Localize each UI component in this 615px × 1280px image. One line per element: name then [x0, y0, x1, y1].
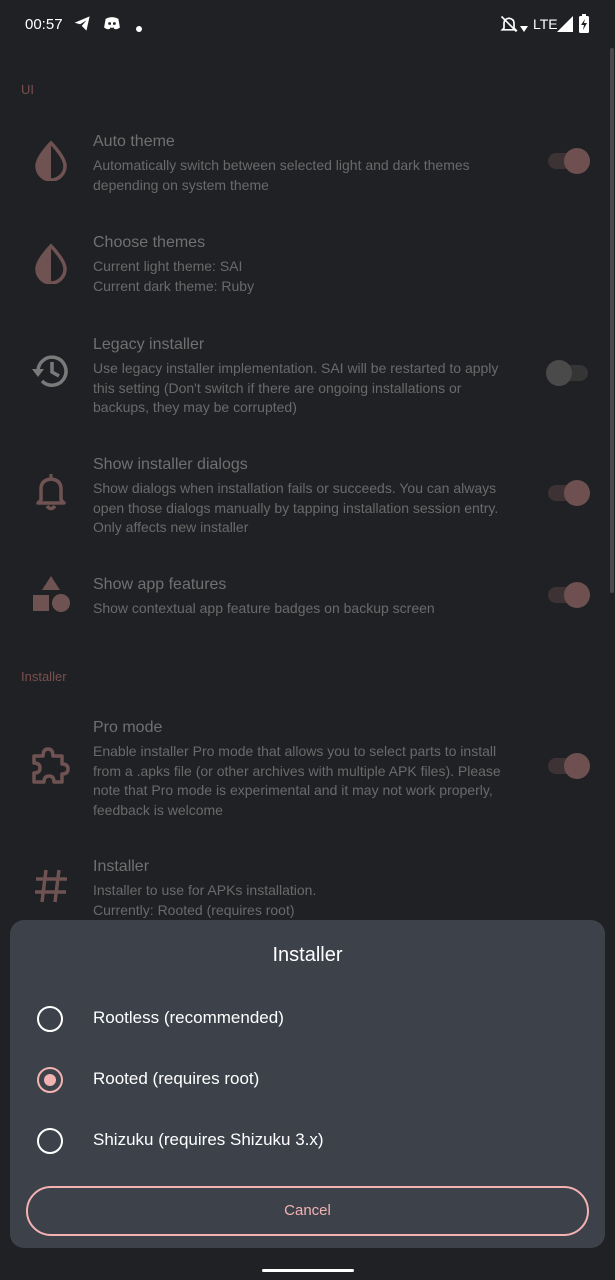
signal-dropdown-icon	[520, 20, 528, 38]
pref-show-installer-dialogs[interactable]	[0, 456, 615, 536]
summary-line: Current light theme: SAI	[93, 258, 243, 274]
option-rooted[interactable]	[10, 1052, 605, 1108]
contrast-drop-icon	[30, 139, 72, 181]
option-shizuku[interactable]	[10, 1113, 605, 1169]
summary-line: open those dialogs manually by tapping installation session entry.	[93, 499, 499, 516]
pref-choose-themes[interactable]	[0, 234, 615, 294]
battery-charging-icon	[578, 14, 590, 39]
navigation-handle[interactable]	[262, 1269, 354, 1272]
puzzle-icon	[30, 744, 72, 786]
bell-off-icon	[499, 14, 519, 39]
pref-summary	[93, 156, 523, 195]
pref-title: Show installer dialogs	[93, 456, 248, 473]
radio-button[interactable]	[37, 1128, 63, 1154]
pref-title: Auto theme	[93, 133, 175, 150]
radio-button-checked[interactable]	[37, 1067, 63, 1093]
status-bar	[0, 0, 615, 50]
pref-title: Legacy installer	[93, 336, 205, 353]
summary-line: Current dark theme: Ruby	[93, 277, 255, 294]
pref-summary	[93, 742, 523, 820]
summary-line: Only affects new installer	[93, 519, 249, 535]
summary-line: Automatically switch between selected light and dark themes	[93, 157, 470, 173]
hash-icon	[30, 864, 72, 906]
history-icon	[30, 350, 72, 392]
discord-icon	[102, 14, 122, 38]
option-label: Rooted (requires root)	[93, 1069, 260, 1088]
pref-title: Show app features	[93, 576, 227, 593]
section-header-installer: Installer	[21, 669, 67, 684]
summary-line: backups, they may be corrupted)	[93, 399, 297, 415]
pref-show-app-features[interactable]	[0, 576, 615, 626]
pref-title: Installer	[93, 858, 150, 875]
summary-line: this setting (Don't switch if there are ongoing installations or	[93, 379, 462, 396]
pref-title: Choose themes	[93, 234, 206, 251]
dialog-title: Installer	[272, 944, 343, 966]
pref-installer[interactable]	[0, 858, 615, 918]
option-label: Shizuku (requires Shizuku 3.x)	[93, 1130, 324, 1149]
auto-theme-switch[interactable]	[548, 146, 590, 174]
pref-summary	[93, 359, 523, 418]
dot-icon	[135, 20, 143, 38]
pref-title: Pro mode	[93, 719, 163, 736]
pref-auto-theme[interactable]	[0, 133, 615, 193]
summary-line: Use legacy installer implementation. SAI will be restarted to apply	[93, 360, 499, 376]
pro-mode-switch[interactable]	[548, 751, 590, 779]
network-type: LTE	[533, 16, 558, 32]
contrast-drop-icon	[30, 242, 72, 284]
radio-button[interactable]	[37, 1006, 63, 1032]
option-label: Rootless (recommended)	[93, 1008, 284, 1027]
pref-summary	[93, 479, 523, 538]
telegram-icon	[73, 14, 92, 38]
summary-line: note that Pro mode is experimental and it may not work properly,	[93, 782, 493, 798]
summary-line: depending on system theme	[93, 176, 269, 193]
installer-dialog	[10, 920, 605, 1248]
summary-line: from a .apks file (or other archives with multiple APK files). Please	[93, 762, 501, 779]
pref-summary	[93, 881, 523, 920]
show-installer-dialogs-switch[interactable]	[548, 478, 590, 506]
pref-pro-mode[interactable]	[0, 719, 615, 819]
summary-line: Show contextual app feature badges on backup screen	[93, 600, 435, 616]
show-app-features-switch[interactable]	[548, 580, 590, 608]
summary-line: Currently: Rooted (requires root)	[93, 901, 295, 918]
legacy-installer-switch[interactable]	[548, 358, 590, 386]
signal-icon	[556, 15, 574, 38]
option-rootless[interactable]	[10, 991, 605, 1047]
status-time: 00:57	[25, 16, 63, 33]
section-header-ui: UI	[21, 82, 34, 97]
pref-legacy-installer[interactable]	[0, 336, 615, 416]
summary-line: Enable installer Pro mode that allows you to select parts to install	[93, 743, 497, 759]
summary-line: Show dialogs when installation fails or succeeds. You can always	[93, 480, 497, 496]
pref-summary	[93, 599, 523, 619]
bell-icon	[30, 470, 72, 512]
shapes-icon	[30, 574, 72, 616]
summary-line: Installer to use for APKs installation.	[93, 882, 317, 898]
cancel-button[interactable]: Cancel	[26, 1186, 589, 1236]
summary-line: feedback is welcome	[93, 801, 223, 818]
pref-summary	[93, 257, 523, 296]
